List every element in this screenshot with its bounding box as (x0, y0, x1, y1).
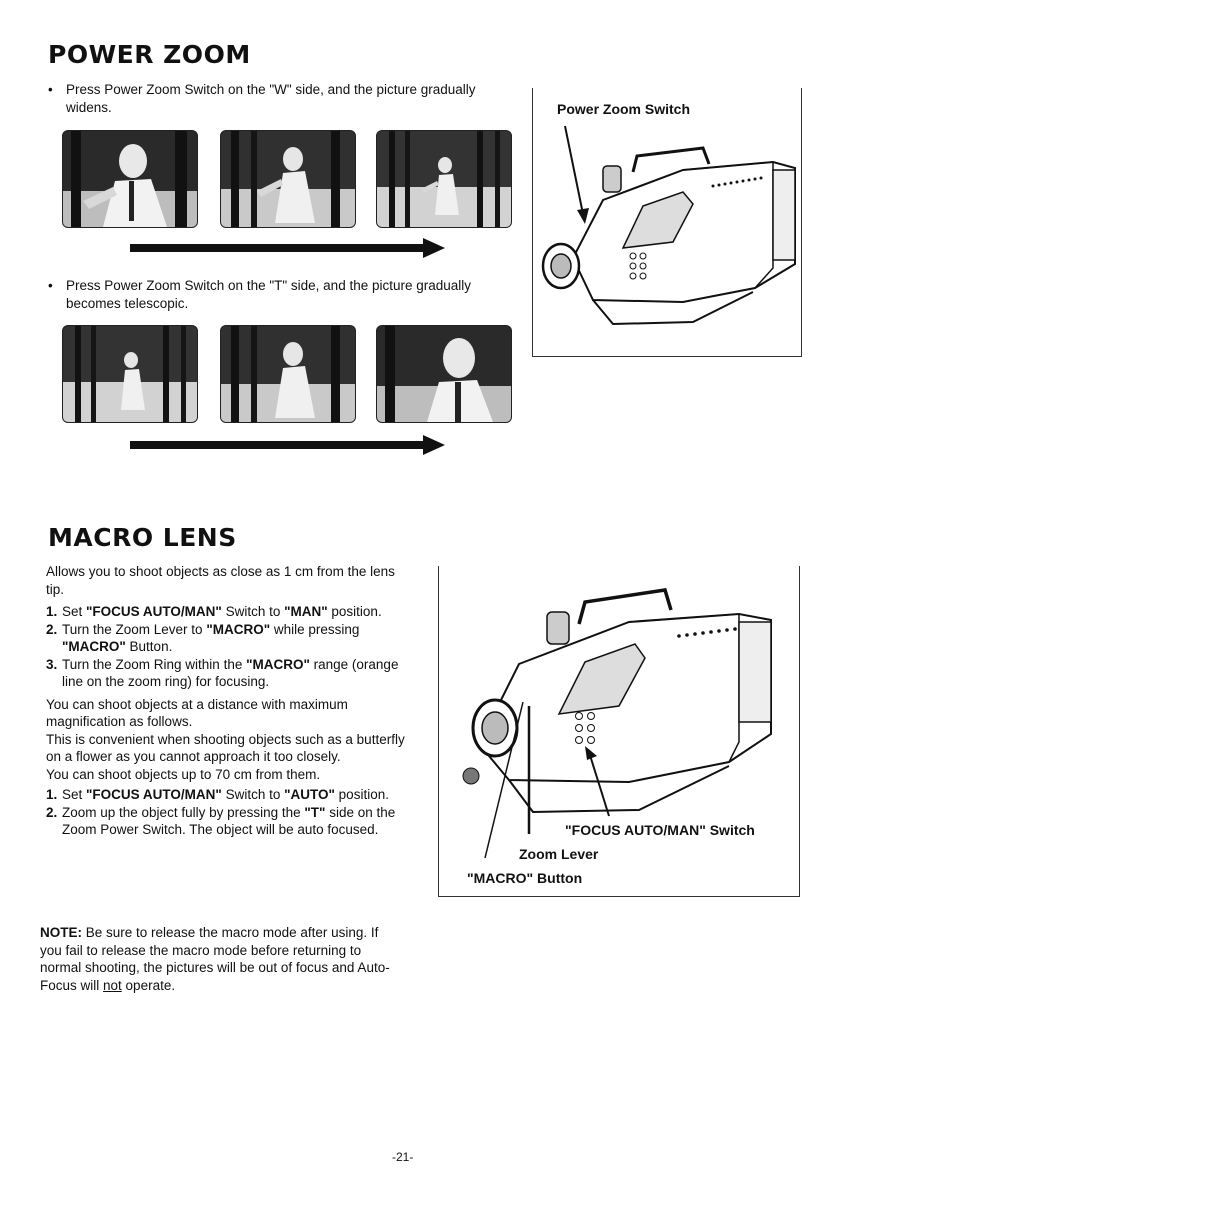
macro-button-label: "MACRO" Button (467, 870, 583, 886)
bullet-zoom-t-text: Press Power Zoom Switch on the "T" side, and the picture gradually becomes telescopic. (66, 278, 472, 311)
step-item (46, 621, 406, 656)
macro-butterfly-text: This is convenient when shooting objects such as a butterfly on a flower as you cannot approach it too closely. (46, 731, 405, 764)
macro-steps-auto (46, 786, 406, 839)
bullet-icon: • (48, 82, 53, 97)
bullet-icon: • (48, 278, 53, 293)
note-end: operate. (121, 977, 176, 993)
macro-steps-man (46, 603, 406, 691)
zoom-direction-arrow-t (130, 435, 445, 455)
macro-figure (438, 566, 800, 897)
step-text: Set "FOCUS AUTO/MAN" Switch to "MAN" position. (62, 604, 382, 619)
camcorder-macro-illustration (439, 566, 799, 896)
note-label: NOTE: (40, 925, 82, 940)
macro-max-magnification: You can shoot objects at a distance with maximum magnification as follows. (46, 696, 348, 729)
macro-note (40, 924, 402, 994)
step-number: 1. (46, 604, 58, 619)
power-zoom-figure (532, 88, 802, 357)
power-zoom-heading: POWER ZOOM (48, 40, 251, 69)
step-item (46, 804, 406, 839)
zoom-photo-t-2 (220, 325, 356, 423)
bullet-zoom-w-text: Press Power Zoom Switch on the "W" side, and the picture gradually widens. (66, 82, 476, 115)
step-number: 3. (46, 656, 58, 672)
step-item (46, 656, 406, 691)
macro-intro: Allows you to shoot objects as close as 1 cm from the lens tip. (46, 564, 395, 597)
step-number: 1. (46, 787, 58, 802)
step-item (46, 603, 406, 621)
note-text: Be sure to release the macro mode after using. If you fail to release the macro mode before returning to normal shooting, the pictures will be out of focus and Auto-Focus will (40, 925, 390, 993)
zoom-photo-w-3 (376, 130, 512, 228)
zoom-photo-t-3 (376, 325, 512, 423)
step-text: Zoom up the object fully by pressing the "T" side on the Zoom Power Switch. The object will be auto focused. (62, 804, 396, 837)
power-zoom-switch-label: Power Zoom Switch (557, 101, 691, 117)
note-not: not (103, 977, 122, 993)
zoom-photo-w-2 (220, 130, 356, 228)
macro-lens-heading: MACRO LENS (48, 523, 237, 552)
bullet-zoom-w (48, 81, 498, 116)
step-number: 2. (46, 804, 58, 820)
step-text: Turn the Zoom Ring within the "MACRO" range (orange line on the zoom ring) for focusing. (62, 656, 399, 689)
focus-auto-man-switch-label: "FOCUS AUTO/MAN" Switch (565, 822, 755, 838)
zoom-photo-t-1 (62, 325, 198, 423)
step-number: 2. (46, 621, 58, 637)
camcorder-illustration (533, 88, 801, 356)
zoom-photo-w-1 (62, 130, 198, 228)
page-number: -21- (392, 1150, 414, 1164)
zoom-lever-label: Zoom Lever (519, 846, 599, 862)
zoom-direction-arrow-w (130, 238, 445, 258)
bullet-zoom-t (48, 277, 498, 312)
macro-distance-text: You can shoot objects up to 70 cm from them. (46, 766, 321, 782)
step-text: Set "FOCUS AUTO/MAN" Switch to "AUTO" position. (62, 787, 389, 802)
step-text: Turn the Zoom Lever to "MACRO" while pressing "MACRO" Button. (62, 621, 360, 654)
step-item (46, 786, 406, 804)
macro-lens-body (46, 563, 406, 839)
